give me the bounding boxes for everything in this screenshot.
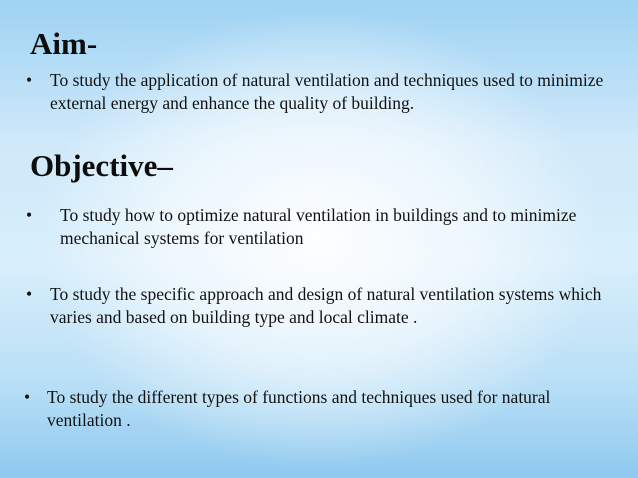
- objective-text: To study how to optimize natural ventilation in buildings and to minimize mechanical systems for ventilation: [60, 205, 577, 248]
- objective-heading: Objective–: [30, 148, 173, 183]
- aim-heading: Aim-: [30, 26, 98, 61]
- bullet-icon: •: [26, 284, 33, 304]
- objective-bullet: [26, 204, 626, 250]
- objective-bullet: [26, 283, 626, 329]
- aim-text: To study the application of natural ventilation and techniques used to minimize external energy and enhance the quality of building.: [50, 70, 604, 113]
- objective-text: To study the different types of functions and techniques used for natural ventilation .: [47, 387, 551, 430]
- aim-bullet: [26, 69, 626, 115]
- bullet-icon: •: [26, 205, 33, 225]
- objective-bullet: [24, 386, 624, 432]
- objective-text: To study the specific approach and design of natural ventilation systems which varies and based on building type and local climate .: [50, 284, 602, 327]
- bullet-icon: •: [26, 70, 33, 90]
- bullet-icon: •: [24, 387, 31, 407]
